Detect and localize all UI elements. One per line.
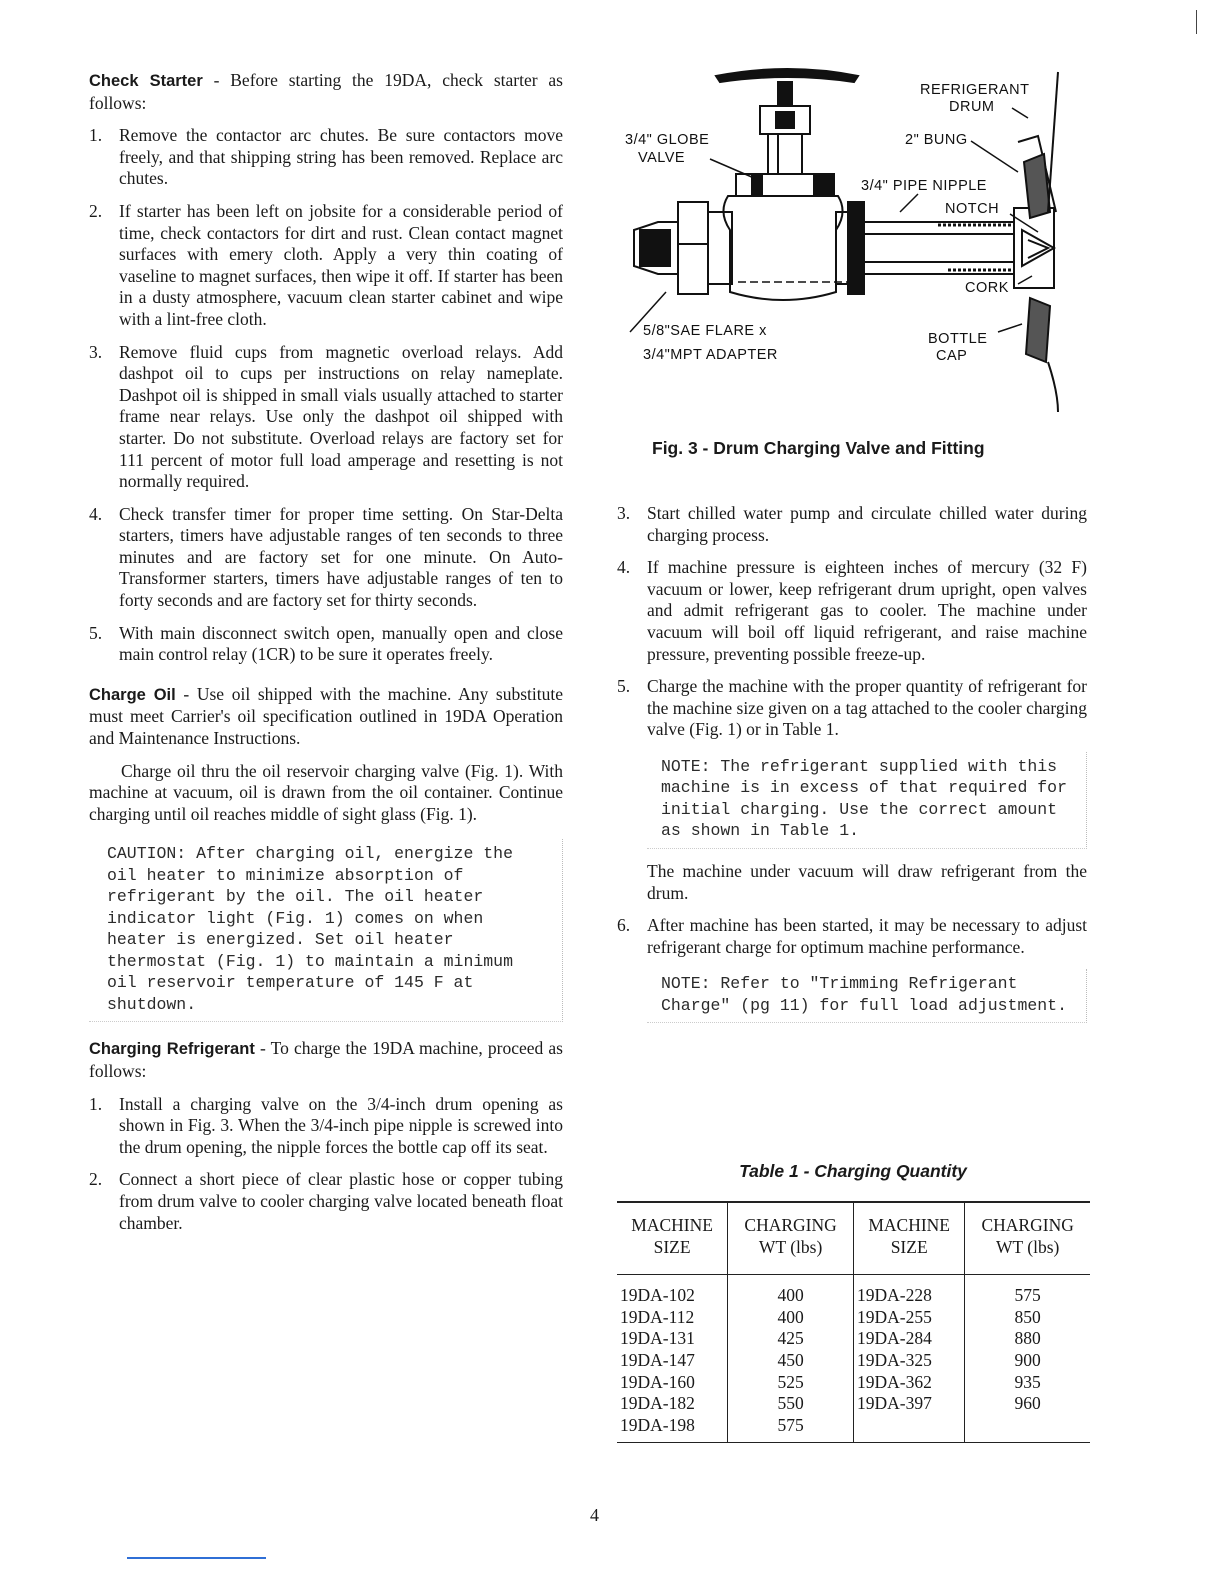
machine-size-header xyxy=(853,1202,964,1275)
list-item xyxy=(89,125,563,190)
item-number: 5. xyxy=(89,622,103,643)
table-cell: 425 xyxy=(728,1328,854,1350)
item-text: If starter has been left on jobsite for a considerable period of time, check contactors for dirt and rust. Clean contact magnet surfaces with emery cloth. Apply a very thin coating of vaseline to magnet surfaces, then wipe it off. If starter has been in a dusty atmosphere, vacuum clean starter cabinet and wipe with a lint-free cloth. xyxy=(119,200,563,329)
table-title: Table 1 - Charging Quantity xyxy=(739,1161,967,1181)
vacuum-draw-text: The machine under vacuum will draw refrigerant from the drum. xyxy=(647,860,1087,903)
globe-valve-label-1: 3/4" GLOBE xyxy=(625,132,710,148)
list-item xyxy=(617,915,1087,958)
charging-refrigerant-heading: Charging Refrigerant xyxy=(89,1040,255,1059)
table-cell: 880 xyxy=(965,1328,1090,1350)
pipe-nipple-label: 3/4" PIPE NIPPLE xyxy=(861,178,987,194)
table-cell: 19DA-131 xyxy=(620,1328,695,1349)
table-cell: 19DA-362 xyxy=(853,1372,964,1394)
item-text: If machine pressure is eighteen inches of mercury (32 F) vacuum or lower, keep refrigerant drum upright, open valves and admit refrigerant gas to cooler. The machine under vacuum will boil off liquid refrigerant, and raise machine pressure, preventing possible freeze-up. xyxy=(647,557,1087,664)
list-item xyxy=(89,1094,563,1159)
bottle-cap-label-2: CAP xyxy=(936,348,968,364)
header-line: MACHINE xyxy=(631,1215,713,1235)
cork-label: CORK xyxy=(965,280,1009,296)
item-number: 5. xyxy=(617,676,631,697)
globe-valve-label-2: VALVE xyxy=(638,150,686,166)
item-number: 1. xyxy=(89,1093,103,1114)
table-cell: 525 xyxy=(728,1372,854,1394)
table-cell: 19DA-112 xyxy=(620,1306,695,1327)
machine-size-header xyxy=(617,1202,728,1275)
item-number: 2. xyxy=(89,200,103,221)
list-item xyxy=(89,504,563,612)
charging-steps-continued xyxy=(617,503,1087,741)
table-cell: 900 xyxy=(965,1350,1090,1372)
check-starter-heading: Check Starter xyxy=(89,72,203,90)
header-line: SIZE xyxy=(653,1236,691,1257)
check-starter-list xyxy=(89,125,563,666)
table-cell: 19DA-102 xyxy=(620,1285,695,1306)
table-cell: 450 xyxy=(728,1350,854,1372)
charging-weight-header xyxy=(965,1202,1090,1275)
charging-quantity-table xyxy=(617,1201,1090,1443)
table-cell: 400 xyxy=(728,1275,854,1307)
table-cell: 19DA-325 xyxy=(853,1350,964,1372)
table-row xyxy=(617,1372,1090,1394)
item-number: 4. xyxy=(89,503,103,524)
notch-label: NOTCH xyxy=(945,201,1000,217)
charge-oil-paragraph: Charge oil thru the oil reservoir charging valve (Fig. 1). With machine at vacuum, oil is drawn from the oil container. Continue charging until oil reaches middle of sight glass (Fig. 1). xyxy=(89,760,563,824)
check-starter-intro: - Before starting the 19DA, check starter as follows: xyxy=(89,70,563,113)
charging-refrigerant-intro: - To charge the 19DA machine, proceed as follows: xyxy=(89,1038,563,1081)
refrigerant-label-1: REFRIGERANT xyxy=(920,82,1030,98)
list-item xyxy=(89,623,563,666)
table-cell: 850 xyxy=(965,1307,1090,1329)
charge-oil-heading: Charge Oil xyxy=(89,685,176,704)
table-cell: 550 xyxy=(728,1393,854,1415)
page-number: 4 xyxy=(590,1505,599,1525)
charging-refrigerant-section xyxy=(89,1038,563,1082)
item-number: 2. xyxy=(89,1169,103,1190)
adapter-label-1: 5/8"SAE FLARE x xyxy=(643,323,767,339)
list-item xyxy=(89,1169,563,1234)
right-column xyxy=(617,503,1087,1035)
table-cell: 19DA-182 xyxy=(620,1393,695,1414)
table-cell: 960 xyxy=(965,1393,1090,1415)
figure-caption: Fig. 3 - Drum Charging Valve and Fitting xyxy=(652,438,985,458)
table-cell: 575 xyxy=(728,1415,854,1443)
item-text: Install a charging valve on the 3/4-inch drum opening as shown in Fig. 3. When the 3/4-inch pipe nipple is screwed into the drum opening, the nipple forces the bottle cap off its seat. xyxy=(119,1093,563,1157)
valve-drawing xyxy=(618,62,1088,422)
table-cell: 19DA-147 xyxy=(620,1349,695,1370)
item-number: 3. xyxy=(89,341,103,362)
table-cell: 935 xyxy=(965,1372,1090,1394)
table-cell: 19DA-228 xyxy=(853,1275,964,1307)
table-row xyxy=(617,1415,1090,1443)
item-text: Remove the contactor arc chutes. Be sure contactors move freely, and that shipping string has been removed. Replace arc chutes. xyxy=(119,125,563,189)
list-item xyxy=(617,557,1087,665)
edge-mark xyxy=(1196,10,1197,34)
table-cell: 19DA-397 xyxy=(853,1393,964,1415)
header-line: CHARGING xyxy=(981,1215,1074,1235)
caution-note: CAUTION: After charging oil, energize the oil heater to minimize absorption of refrigerant by the oil. The oil heater indicator light (Fig. 1) comes on when heater is energized. Set oil heater thermostat (Fig. 1) to maintain a minimum oil reservoir temperature of 145 F at shutdown. xyxy=(89,839,563,1022)
refrigerant-excess-note: NOTE: The refrigerant supplied with this machine is in excess of that required for initial charging. Use the correct amount as shown in Table 1. xyxy=(647,752,1087,849)
list-item xyxy=(617,676,1087,741)
footer-rule xyxy=(127,1557,266,1559)
charging-weight-header xyxy=(728,1202,854,1275)
header-line: WT (lbs) xyxy=(758,1236,823,1257)
table-cell xyxy=(853,1415,964,1443)
header-line: MACHINE xyxy=(868,1215,950,1235)
table-cell: 575 xyxy=(965,1275,1090,1307)
item-number: 1. xyxy=(89,125,103,146)
item-text: Remove fluid cups from magnetic overload relays. Add dashpot oil to cups per instructions on relay nameplate. Dashpot oil is shipped in small vials usually attached to starter frame near relays. Use only the dashpot oil shipped with starter. Do not substitute. Overload relays are factory set for 111 percent of motor full load amperage and resetting is not normally required. xyxy=(119,341,563,492)
left-column xyxy=(89,70,563,1245)
check-starter-section xyxy=(89,70,563,114)
trimming-note: NOTE: Refer to "Trimming Refrigerant Charge" (pg 11) for full load adjustment. xyxy=(647,969,1087,1023)
drum-label-2: DRUM xyxy=(949,99,995,115)
table-cell xyxy=(965,1415,1090,1443)
item-text: Start chilled water pump and circulate chilled water during charging process. xyxy=(647,503,1087,545)
table-row xyxy=(617,1328,1090,1350)
item-number: 3. xyxy=(617,503,631,523)
header-line: SIZE xyxy=(890,1236,928,1257)
table-cell: 19DA-160 xyxy=(620,1371,695,1392)
table-cell: 19DA-255 xyxy=(853,1307,964,1329)
adapter-label-2: 3/4"MPT ADAPTER xyxy=(643,347,778,363)
header-line: WT (lbs) xyxy=(996,1236,1060,1257)
list-item xyxy=(617,503,1087,546)
drum-charging-valve-figure xyxy=(618,62,1088,422)
table-cell: 19DA-284 xyxy=(853,1328,964,1350)
bottle-cap-label-1: BOTTLE xyxy=(928,331,988,347)
item-number: 4. xyxy=(617,557,631,578)
table-cell: 19DA-198 xyxy=(617,1415,728,1443)
item-text: With main disconnect switch open, manually open and close main control relay (1CR) to be sure it operates freely. xyxy=(119,622,563,665)
table-row xyxy=(617,1307,1090,1329)
charge-oil-section xyxy=(89,684,563,750)
item-text: Check transfer timer for proper time setting. On Star-Delta starters, timers have adjustable ranges of ten seconds to three minutes and are factory set for one minute. On Auto-Transformer starters, timers have adjustable ranges of ten to forty seconds and are factory set for thirty seconds. xyxy=(119,503,563,611)
item-number: 6. xyxy=(617,915,631,936)
item-text: Charge the machine with the proper quantity of refrigerant for the machine size given on a tag attached to the cooler charging valve (Fig. 1) or in Table 1. xyxy=(647,676,1087,740)
list-item xyxy=(89,201,563,331)
list-item xyxy=(89,342,563,493)
table-cell: 400 xyxy=(728,1307,854,1329)
charge-oil-intro: - Use oil shipped with the machine. Any substitute must meet Carrier's oil specification outlined in 19DA Operation and Maintenance Instructions. xyxy=(89,683,563,749)
table-header-row xyxy=(617,1202,1090,1275)
table-row xyxy=(617,1350,1090,1372)
table-row xyxy=(617,1393,1090,1415)
header-line: CHARGING xyxy=(744,1215,837,1235)
bung-label: 2" BUNG xyxy=(905,132,968,148)
table-row xyxy=(617,1275,1090,1307)
item-text: Connect a short piece of clear plastic hose or copper tubing from drum valve to cooler charging valve located beneath float chamber. xyxy=(119,1169,563,1233)
charging-refrigerant-list xyxy=(89,1094,563,1235)
charging-step-6 xyxy=(617,915,1087,958)
item-text: After machine has been started, it may be necessary to adjust refrigerant charge for optimum machine performance. xyxy=(647,915,1087,957)
